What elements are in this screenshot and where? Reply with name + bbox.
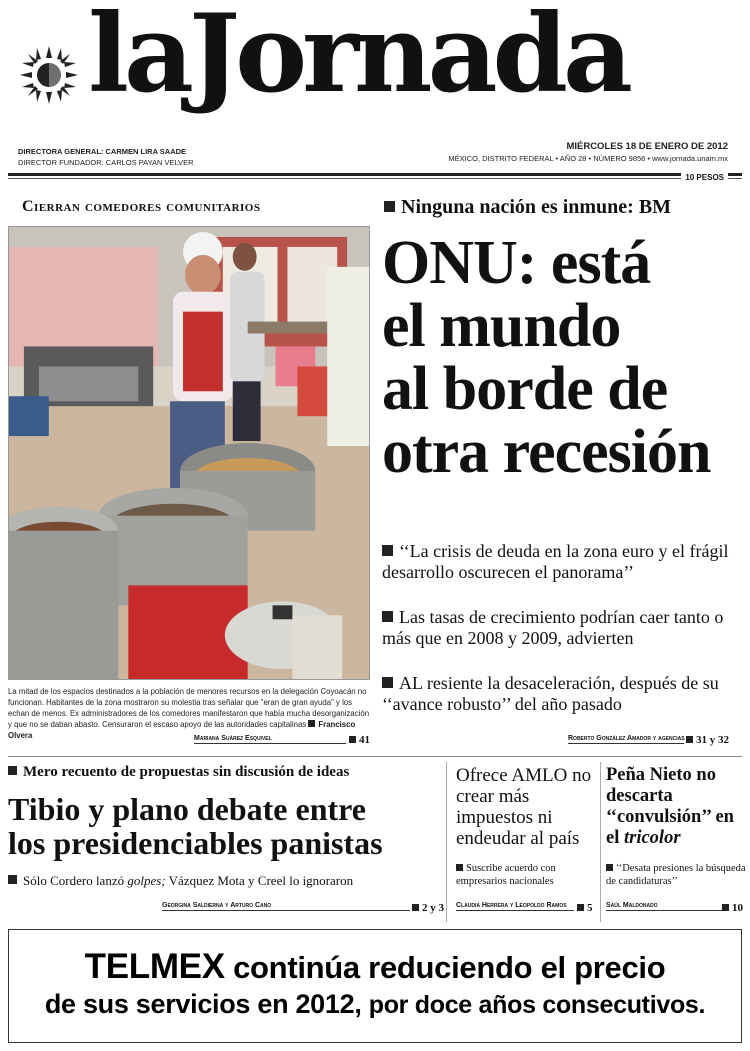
main-story-kicker xyxy=(384,196,671,219)
main-story-kicker-text: Ninguna nación es inmune: BM xyxy=(401,196,672,218)
debate-headline-line: los presidenciables panistas xyxy=(8,825,383,861)
directora-line: DIRECTORA GENERAL: CARMEN LIRA SAADE xyxy=(18,147,187,156)
main-headline-line: al borde de xyxy=(382,355,668,423)
newspaper-logo: laJornada xyxy=(88,0,629,117)
jornada-sun-logo-icon xyxy=(18,44,80,106)
debate-sub-text: Sólo Cordero lanzó xyxy=(23,873,125,888)
bullet-square-icon xyxy=(382,611,393,622)
photo-credit: Francisco Olvera xyxy=(8,720,356,740)
debate-kicker xyxy=(8,764,349,781)
main-bullet-text: AL resiente la desaceleración, después de su ‘‘avance robusto’’ del año pasado xyxy=(382,673,719,714)
section-divider xyxy=(8,756,742,757)
amlo-page[interactable] xyxy=(577,902,593,914)
debate-byline: Georgina Saldierna y Arturo Cano xyxy=(162,902,410,911)
debate-headline[interactable] xyxy=(8,792,438,860)
issue-date: MIÉRCOLES 18 DE ENERO DE 2012 xyxy=(566,141,728,152)
debate-kicker-text: Mero recuento de propuestas sin discusión de ideas xyxy=(23,764,350,780)
main-headline[interactable] xyxy=(382,229,744,486)
bullet-square-icon xyxy=(8,875,17,884)
fundador-line: DIRECTOR FUNDADOR: CARLOS PAYAN VELVER xyxy=(18,158,194,167)
debate-subhead xyxy=(8,873,353,889)
main-bullet-text: ‘‘La crisis de deuda en la zona euro y el frágil desarrollo oscurecen el panorama’’ xyxy=(382,541,729,582)
community-kitchen-photo xyxy=(8,226,370,680)
column-divider xyxy=(600,762,601,922)
masthead-rule-thin xyxy=(8,178,742,179)
pena-sub-text: ‘‘Desata presiones la búsqueda de candidaturas’’ xyxy=(606,863,746,887)
debate-page[interactable] xyxy=(412,902,444,914)
main-bullet xyxy=(382,541,744,583)
amlo-headline[interactable]: Ofrece AMLO no crear más impuestos ni endeudar al país xyxy=(456,765,592,849)
masthead-directors xyxy=(18,146,194,168)
main-story-page[interactable] xyxy=(686,734,729,746)
masthead-dateline xyxy=(448,140,728,164)
page-square-icon xyxy=(686,736,693,743)
column-divider xyxy=(446,762,447,922)
caption-square-icon xyxy=(308,720,315,727)
ad-line-2-tail: por doce años consecutivos. xyxy=(368,991,706,1019)
ad-line-2 xyxy=(9,987,741,1022)
caption-text: La mitad de los espacios destinados a la población de menores recursos en la delegación Coyoacán no funcionan. Habitantes de la zona mostraron su molestia tras señalar que "eran de gran ayuda" y los echan de menos. Ex administradores de los comedores manifestaron que había mucha desorganización y que no se daban abasto. Censuraron el escaso apoyo de las autoridades capitalinas xyxy=(8,687,370,729)
photo-story-page-number: 41 xyxy=(359,734,370,746)
price-tag: 10 PESOS xyxy=(681,173,728,183)
main-headline-line: otra recesión xyxy=(382,418,711,486)
amlo-page-number: 5 xyxy=(587,902,593,914)
pena-page-number: 10 xyxy=(732,902,743,914)
bullet-square-icon xyxy=(606,864,613,871)
edition-line: MÉXICO, DISTRITO FEDERAL • AÑO 28 • NÚMERO 9856 • www.jornada.unam.mx xyxy=(448,154,728,163)
ad-line-1-text: continúa reduciendo el precio xyxy=(233,950,666,985)
ad-line-1 xyxy=(9,948,741,987)
debate-page-number: 2 y 3 xyxy=(422,902,444,914)
debate-sub-text-end: Vázquez Mota y Creel lo ignoraron xyxy=(168,873,354,888)
debate-sub-italic: golpes; xyxy=(127,873,166,888)
bullet-square-icon xyxy=(456,864,463,871)
photo-story-kicker[interactable]: Cierran comedores comunitarios xyxy=(22,198,261,215)
masthead-rule xyxy=(8,173,742,176)
photo-story-page[interactable] xyxy=(349,734,370,746)
page-square-icon xyxy=(349,736,356,743)
pena-byline: Saúl Maldonado xyxy=(606,902,722,911)
page-square-icon xyxy=(722,904,729,911)
main-story-byline: Roberto González Amador y agencias xyxy=(568,735,685,742)
bullet-square-icon xyxy=(382,545,393,556)
page-square-icon xyxy=(577,904,584,911)
main-bullet-text: Las tasas de crecimiento podrían caer tanto o más que en 2008 y 2009, advierten xyxy=(382,607,724,648)
amlo-subhead xyxy=(456,862,598,888)
amlo-sub-text: Suscribe acuerdo con empresarios nacionales xyxy=(456,863,556,887)
main-headline-line: el mundo xyxy=(382,292,621,360)
amlo-byline: Claudia Herrera y Leopoldo Ramos xyxy=(456,902,574,911)
telmex-ad[interactable] xyxy=(8,929,742,1043)
ad-line-2-text: de sus servicios en 2012, xyxy=(44,989,362,1019)
main-bullet xyxy=(382,607,744,649)
kicker-square-icon xyxy=(8,766,17,775)
pena-page[interactable] xyxy=(722,902,743,914)
main-story-page-number: 31 y 32 xyxy=(696,734,729,746)
debate-headline-line: Tibio y plano debate entre xyxy=(8,791,366,827)
page-square-icon xyxy=(412,904,419,911)
bullet-square-icon xyxy=(382,677,393,688)
main-bullet xyxy=(382,673,744,715)
kicker-square-icon xyxy=(384,201,395,212)
pena-headline-text: Peña Nieto no descarta ‘‘convulsión’’ en el xyxy=(606,765,734,848)
pena-headline-italic: tricolor xyxy=(623,828,681,848)
pena-headline[interactable] xyxy=(606,765,746,849)
main-headline-line: ONU: está xyxy=(382,229,651,297)
photo-story-byline: Mariana Suárez Esquivel xyxy=(194,735,346,744)
pena-subhead xyxy=(606,862,746,888)
photo-caption xyxy=(8,686,370,741)
ad-brand: TELMEX xyxy=(84,947,225,986)
